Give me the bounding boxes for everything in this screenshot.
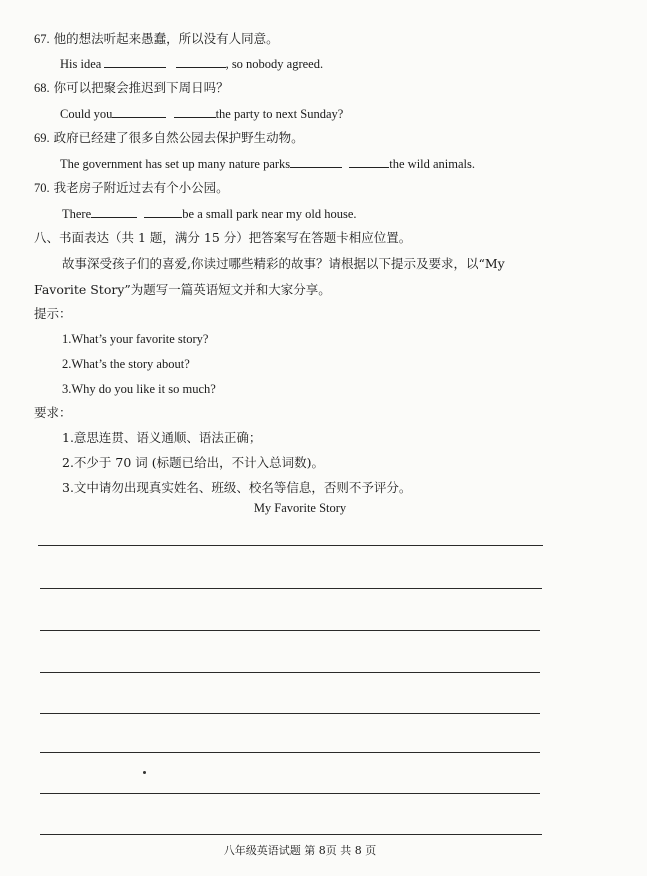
writing-line[interactable] (40, 713, 540, 714)
page-footer: 八年级英语试题 第 8页 共 8 页 (223, 844, 377, 857)
answer-blank[interactable] (144, 205, 182, 218)
requirement-item: 3.文中请勿出现真实姓名、班级、校名等信息，否则不予评分。 (62, 480, 412, 495)
hint-item: 1.What’s your favorite story? (62, 332, 209, 346)
answer-blank[interactable] (176, 55, 226, 68)
writing-line[interactable] (40, 630, 540, 631)
question-68-chinese: 68. 你可以把聚会推迟到下周日吗？ (34, 80, 229, 95)
question-67-chinese: 67. 他的想法听起来愚蠢，所以没有人同意。 (34, 31, 279, 46)
answer-blank[interactable] (104, 55, 166, 68)
ink-speck (143, 771, 146, 774)
writing-intro-line-2: Favorite Story”为题写一篇英语短文并和大家分享。 (34, 282, 331, 297)
story-title: My Favorite Story (253, 501, 347, 515)
answer-blank[interactable] (349, 155, 389, 168)
writing-line[interactable] (40, 588, 542, 589)
writing-line[interactable] (40, 834, 542, 835)
writing-line[interactable] (38, 545, 543, 546)
question-68-english: Could you the party to next Sunday? (60, 107, 344, 121)
hint-item: 2.What’s the story about? (62, 357, 190, 371)
answer-blank[interactable] (91, 205, 137, 218)
answer-blank[interactable] (112, 105, 166, 118)
answer-blank[interactable] (290, 155, 342, 168)
writing-section-heading: 八、书面表达（共 1 题，满分 15 分）把答案写在答题卡相应位置。 (34, 230, 412, 245)
question-69-chinese: 69. 政府已经建了很多自然公园去保护野生动物。 (34, 130, 304, 145)
answer-blank[interactable] (174, 105, 216, 118)
question-69-english: The government has set up many nature parks the wild animals. (60, 157, 476, 171)
writing-intro-line-1: 故事深受孩子们的喜爱,你读过哪些精彩的故事？请根据以下提示及要求，以“My (62, 256, 505, 271)
requirement-item: 1.意思连贯、语义通顺、语法正确； (62, 430, 262, 445)
question-70-english: There be a small park near my old house. (62, 207, 357, 221)
question-67-english: His idea , so nobody agreed. (60, 57, 324, 71)
writing-line[interactable] (40, 752, 540, 753)
hints-label: 提示： (34, 306, 72, 321)
writing-line[interactable] (40, 793, 540, 794)
hint-item: 3.Why do you like it so much? (62, 382, 216, 396)
requirements-label: 要求： (34, 405, 72, 420)
writing-line[interactable] (40, 672, 540, 673)
requirement-item: 2.不少于 70 词 (标题已给出，不计入总词数)。 (62, 455, 325, 470)
question-70-chinese: 70. 我老房子附近过去有个小公园。 (34, 180, 229, 195)
